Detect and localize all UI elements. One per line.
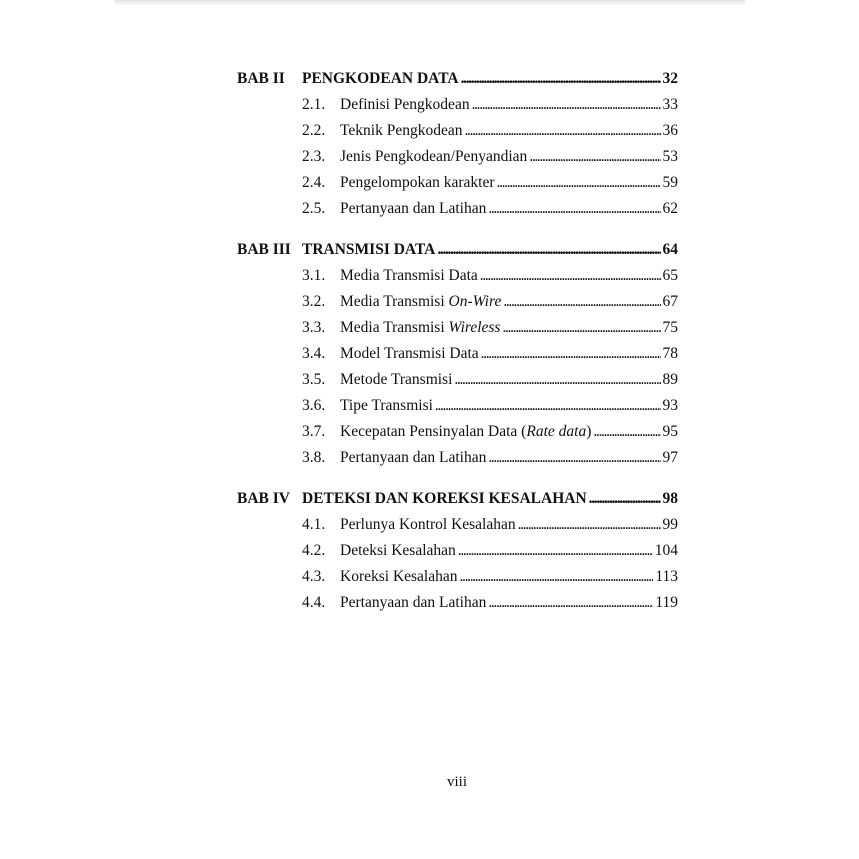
toc-section-entry[interactable] [237, 196, 678, 222]
section-title-part: Model Transmisi Data [340, 345, 479, 362]
dot-leader [589, 486, 661, 512]
section-title-part: Rate data [526, 423, 587, 440]
section-page-number: 33 [662, 96, 678, 113]
toc-section-entry[interactable] [237, 315, 678, 341]
toc-section-entry[interactable] [237, 538, 678, 564]
dot-leader [593, 419, 660, 445]
section-title [340, 367, 452, 393]
section-number: 3.5. [302, 371, 326, 388]
toc-section-entry[interactable] [237, 393, 678, 419]
chapter-title: DETEKSI DAN KOREKSI KESALAHAN [302, 490, 587, 507]
table-of-contents [237, 66, 678, 616]
section-title-part: Wireless [448, 319, 501, 336]
section-title [340, 419, 591, 445]
section-title [340, 263, 478, 289]
section-number: 3.3. [302, 319, 326, 336]
dot-leader [488, 590, 653, 616]
toc-chapter [237, 237, 678, 471]
section-number: 4.4. [302, 594, 326, 611]
chapter-label: BAB IV [237, 490, 290, 507]
section-title-part: Perlunya Kontrol Kesalahan [340, 516, 516, 533]
toc-section-entry[interactable] [237, 445, 678, 471]
section-title-part: Metode Transmisi [340, 371, 453, 388]
chapter-label: BAB II [237, 70, 285, 87]
section-title-part: Pertanyaan dan Latihan [340, 200, 487, 217]
section-page-number: 59 [662, 174, 678, 191]
toc-chapter [237, 486, 678, 616]
toc-section-entry[interactable] [237, 419, 678, 445]
section-title [340, 315, 500, 341]
section-number: 2.3. [302, 148, 326, 165]
section-title-part: Deteksi Kesalahan [340, 542, 456, 559]
section-title-part: Media Transmisi [340, 319, 449, 336]
section-title-part: Pertanyaan dan Latihan [340, 449, 487, 466]
toc-section-entry[interactable] [237, 92, 678, 118]
section-title-part: ) [586, 423, 592, 440]
section-page-number: 113 [655, 568, 678, 585]
page-number: viii [446, 774, 467, 790]
section-number: 3.2. [302, 293, 326, 310]
section-page-number: 99 [662, 516, 678, 533]
toc-chapter-entry[interactable] [237, 66, 678, 92]
section-title [340, 289, 501, 315]
section-number: 2.5. [302, 200, 326, 217]
section-number: 3.6. [302, 397, 326, 414]
dot-leader [480, 263, 661, 289]
section-number: 3.1. [302, 267, 326, 284]
section-title [340, 445, 486, 471]
section-number: 3.8. [302, 449, 326, 466]
section-title-part: Media Transmisi Data [340, 267, 478, 284]
chapter-page-number: 64 [662, 241, 678, 258]
section-title [340, 590, 486, 616]
toc-chapter [237, 66, 678, 222]
dot-leader [458, 538, 653, 564]
dot-leader [503, 289, 660, 315]
toc-section-entry[interactable] [237, 263, 678, 289]
toc-section-entry[interactable] [237, 590, 678, 616]
section-number: 4.3. [302, 568, 326, 585]
dot-leader [460, 564, 654, 590]
section-number: 4.2. [302, 542, 326, 559]
section-page-number: 53 [662, 148, 678, 165]
dot-leader [481, 341, 661, 367]
toc-chapter-entry[interactable] [237, 237, 678, 263]
chapter-label: BAB III [237, 241, 291, 258]
dot-leader [488, 196, 660, 222]
section-page-number: 78 [662, 345, 678, 362]
section-title [340, 144, 527, 170]
section-page-number: 119 [655, 594, 678, 611]
toc-section-entry[interactable] [237, 118, 678, 144]
toc-section-entry[interactable] [237, 367, 678, 393]
section-title-part: Pengelompokan karakter [340, 174, 495, 191]
dot-leader [518, 512, 661, 538]
chapter-title: TRANSMISI DATA [302, 241, 436, 258]
section-title [340, 512, 516, 538]
section-page-number: 89 [662, 371, 678, 388]
section-title [340, 564, 458, 590]
toc-section-entry[interactable] [237, 564, 678, 590]
toc-section-entry[interactable] [237, 512, 678, 538]
dot-leader [497, 170, 661, 196]
section-title-part: Media Transmisi [340, 293, 449, 310]
toc-section-entry[interactable] [237, 289, 678, 315]
dot-leader [529, 144, 660, 170]
section-page-number: 62 [662, 200, 678, 217]
section-title-part: Kecepatan Pensinyalan Data ( [340, 423, 527, 440]
chapter-page-number: 98 [662, 490, 678, 507]
section-number: 4.1. [302, 516, 326, 533]
section-page-number: 36 [662, 122, 678, 139]
section-title [340, 393, 433, 419]
chapter-title: PENGKODEAN DATA [302, 70, 459, 87]
section-title [340, 92, 470, 118]
section-title-part: Pertanyaan dan Latihan [340, 594, 487, 611]
dot-leader [461, 66, 661, 92]
section-title [340, 170, 495, 196]
section-title [340, 341, 479, 367]
section-title-part: Tipe Transmisi [340, 397, 433, 414]
section-number: 3.4. [302, 345, 326, 362]
toc-section-entry[interactable] [237, 144, 678, 170]
dot-leader [454, 367, 660, 393]
chapter-page-number: 32 [662, 70, 678, 87]
section-page-number: 95 [662, 423, 678, 440]
section-title-part: Koreksi Kesalahan [340, 568, 458, 585]
section-page-number: 65 [662, 267, 678, 284]
section-title [340, 538, 456, 564]
section-page-number: 75 [662, 319, 678, 336]
section-number: 2.1. [302, 96, 326, 113]
section-page-number: 93 [662, 397, 678, 414]
section-page-number: 104 [654, 542, 678, 559]
dot-leader [472, 92, 661, 118]
toc-chapter-entry[interactable] [237, 486, 678, 512]
dot-leader [488, 445, 660, 471]
section-number: 3.7. [302, 423, 326, 440]
section-title-part: Teknik Pengkodean [340, 122, 463, 139]
dot-leader [435, 393, 661, 419]
toc-section-entry[interactable] [237, 170, 678, 196]
section-number: 2.4. [302, 174, 326, 191]
page-top-shadow [115, 0, 745, 6]
section-title-part: Jenis Pengkodean/Penyandian [340, 148, 528, 165]
section-number: 2.2. [302, 122, 326, 139]
section-title-part: Definisi Pengkodean [340, 96, 470, 113]
section-title [340, 196, 486, 222]
dot-leader [502, 315, 660, 341]
dot-leader [437, 237, 660, 263]
section-title-part: On-Wire [448, 293, 502, 310]
dot-leader [464, 118, 660, 144]
section-page-number: 97 [662, 449, 678, 466]
section-title [340, 118, 462, 144]
toc-section-entry[interactable] [237, 341, 678, 367]
section-page-number: 67 [662, 293, 678, 310]
